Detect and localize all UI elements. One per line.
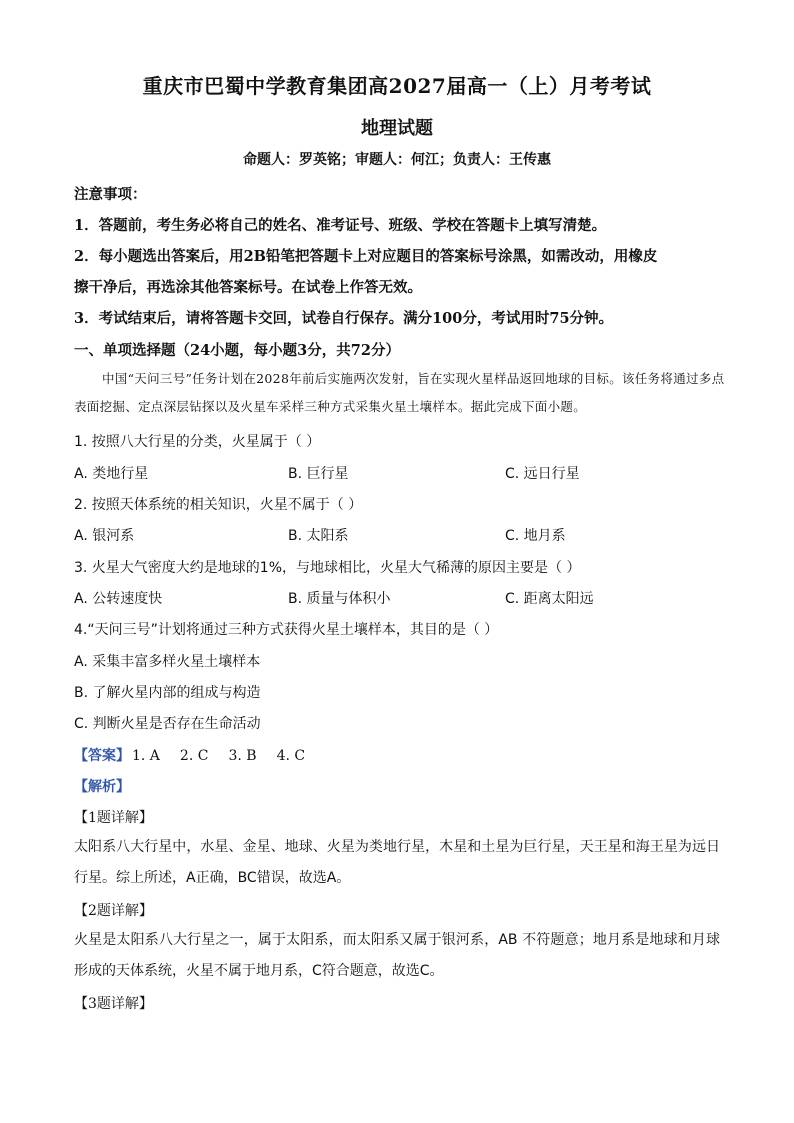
detail-3-tag: 【3题详解】 (74, 996, 153, 1012)
q1-option-b: B. 巨行星 (288, 466, 349, 482)
answer-2: 2. C (179, 748, 209, 764)
answer-1: 1. A (132, 748, 160, 764)
q3-option-c: C. 距离太阳远 (505, 591, 594, 607)
q2-option-b: B. 太阳系 (288, 528, 349, 544)
analysis-tag: 【解析】 (74, 779, 130, 795)
q4-option-a: A. 采集丰富多样火星土壤样本 (74, 654, 261, 670)
question-3-stem: 3. 火星大气密度大约是地球的1%，与地球相比，火星大气稀薄的原因主要是（ ） (74, 560, 581, 576)
notice-item-1: 1．答题前，考生务必将自己的姓名、准考证号、班级、学校在答题卡上填写清楚。 (74, 217, 607, 234)
detail-1-tag: 【1题详解】 (74, 810, 153, 826)
answer-row (74, 745, 305, 765)
q4-option-c: C. 判断火星是否存在生命活动 (74, 716, 261, 732)
answer-4: 4. C (276, 748, 306, 764)
answer-tag: 【答案】 (74, 748, 130, 764)
notice-heading: 注意事项： (74, 186, 147, 203)
q1-option-a: A. 类地行星 (74, 466, 149, 482)
q1-option-c: C. 远日行星 (505, 466, 580, 482)
q3-option-b: B. 质量与体积小 (288, 591, 391, 607)
q3-option-a: A. 公转速度快 (74, 591, 163, 607)
author-line: 命题人：罗英铭；审题人：何江；负责人：王传惠 (243, 152, 551, 168)
notice-item-2-cont: 擦干净后，再选涂其他答案标号。在试卷上作答无效。 (74, 279, 422, 296)
q2-option-c: C. 地月系 (505, 528, 566, 544)
question-passage: 中国“天问三号”任务计划在2028年前后实施两次发射，旨在实现火星样品返回地球的目标。该任务将通过多点表面挖掘、定点深层钻探以及火星车采样三种方式采集火星土壤样本。据此完成下面小题。 (74, 371, 725, 414)
q2-option-a: A. 银河系 (74, 528, 135, 544)
answer-3: 3. B (228, 748, 257, 764)
q4-option-b: B. 了解火星内部的组成与构造 (74, 685, 261, 701)
detail-1-text: 太阳系八大行星中，水星、金星、地球、火星为类地行星，木星和土星为巨行星，天王星和海王星为远日行星。综上所述，A正确，BC错误，故选A。 (74, 839, 720, 886)
notice-item-2: 2．每小题选出答案后，用2B铅笔把答题卡上对应题目的答案标号涂黑，如需改动，用橡皮 (74, 248, 658, 265)
question-4-stem: 4.“天问三号”计划将通过三种方式获得火星土壤样本，其目的是（ ） (74, 622, 499, 638)
section-heading: 一、单项选择题（24小题，每小题3分，共72分） (74, 342, 400, 359)
detail-2-text: 火星是太阳系八大行星之一，属于太阳系，而太阳系又属于银河系，AB 不符题意；地月系是地球和月球形成的天体系统，火星不属于地月系，C符合题意，故选C。 (74, 932, 720, 979)
exam-title: 重庆市巴蜀中学教育集团高2027届高一（上）月考考试 (142, 74, 652, 98)
detail-2-tag: 【2题详解】 (74, 903, 153, 919)
question-1-stem: 1. 按照八大行星的分类，火星属于（ ） (74, 434, 321, 450)
subject-title: 地理试题 (361, 118, 433, 139)
notice-item-3: 3．考试结束后，请将答题卡交回，试卷自行保存。满分100分，考试用时75分钟。 (74, 310, 614, 327)
question-2-stem: 2. 按照天体系统的相关知识，火星不属于（ ） (74, 497, 363, 513)
